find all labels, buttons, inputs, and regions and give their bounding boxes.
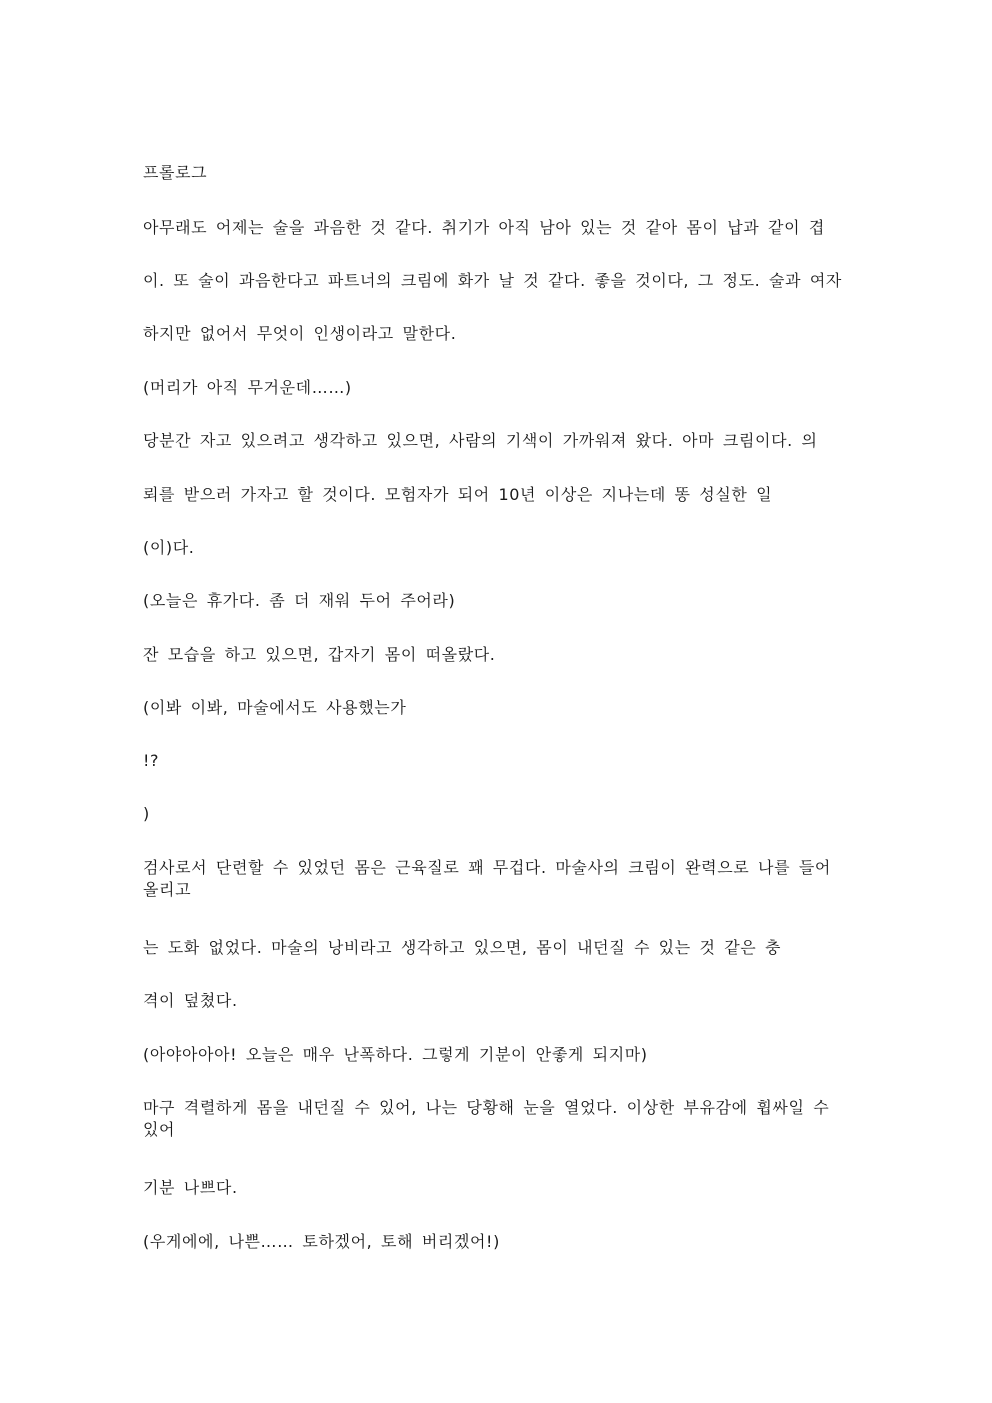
paragraph-line: 뢰를 받으러 가자고 할 것이다. 모험자가 되어 10년 이상은 지나는데 똥 성실한 일 xyxy=(143,485,773,504)
paragraph-line: (이봐 이봐, 마술에서도 사용했는가 xyxy=(143,698,407,717)
paragraph-line: ) xyxy=(143,804,150,823)
paragraph-line: (아야아아아! 오늘은 매우 난폭하다. 그렇게 기분이 안좋게 되지마) xyxy=(143,1045,648,1064)
paragraph-line: 격이 덮쳤다. xyxy=(143,991,238,1010)
paragraph-line: 검사로서 단련할 수 있었던 몸은 근육질로 꽤 무겁다. 마술사의 크림이 완력으로 나를 들어 올리고 xyxy=(143,858,831,899)
paragraph-line: 하지만 없어서 무엇이 인생이라고 말한다. xyxy=(143,324,457,343)
paragraph-line: (우게에에, 나쁜…… 토하겠어, 토해 버리겠어!) xyxy=(143,1232,500,1251)
paragraph-line: (오늘은 휴가다. 좀 더 재워 두어 주어라) xyxy=(143,591,456,610)
paragraph-line: 는 도화 없었다. 마술의 낭비라고 생각하고 있으면, 몸이 내던질 수 있는 것 같은 충 xyxy=(143,938,782,957)
paragraph-line: (이)다. xyxy=(143,538,195,557)
chapter-title: 프롤로그 xyxy=(143,163,208,182)
paragraph-line: 아무래도 어제는 술을 과음한 것 같다. 취기가 아직 남아 있는 것 같아 몸이 납과 같이 겹 xyxy=(143,218,825,237)
paragraph-line: 기분 나쁘다. xyxy=(143,1178,238,1197)
paragraph-line: 이. 또 술이 과음한다고 파트너의 크림에 화가 날 것 같다. 좋을 것이다, 그 정도. 술과 여자 xyxy=(143,271,842,290)
paragraph-line: 마구 격렬하게 몸을 내던질 수 있어, 나는 당황해 눈을 열었다. 이상한 부유감에 휩싸일 수 있어 xyxy=(143,1098,830,1139)
paragraph-line: 당분간 자고 있으려고 생각하고 있으면, 사람의 기색이 가까워져 왔다. 아마 크림이다. 의 xyxy=(143,431,818,450)
paragraph-line: (머리가 아직 무거운데……) xyxy=(143,378,352,397)
paragraph-line: 잔 모습을 하고 있으면, 갑자기 몸이 떠올랐다. xyxy=(143,645,496,664)
paragraph-line: !? xyxy=(143,751,160,770)
